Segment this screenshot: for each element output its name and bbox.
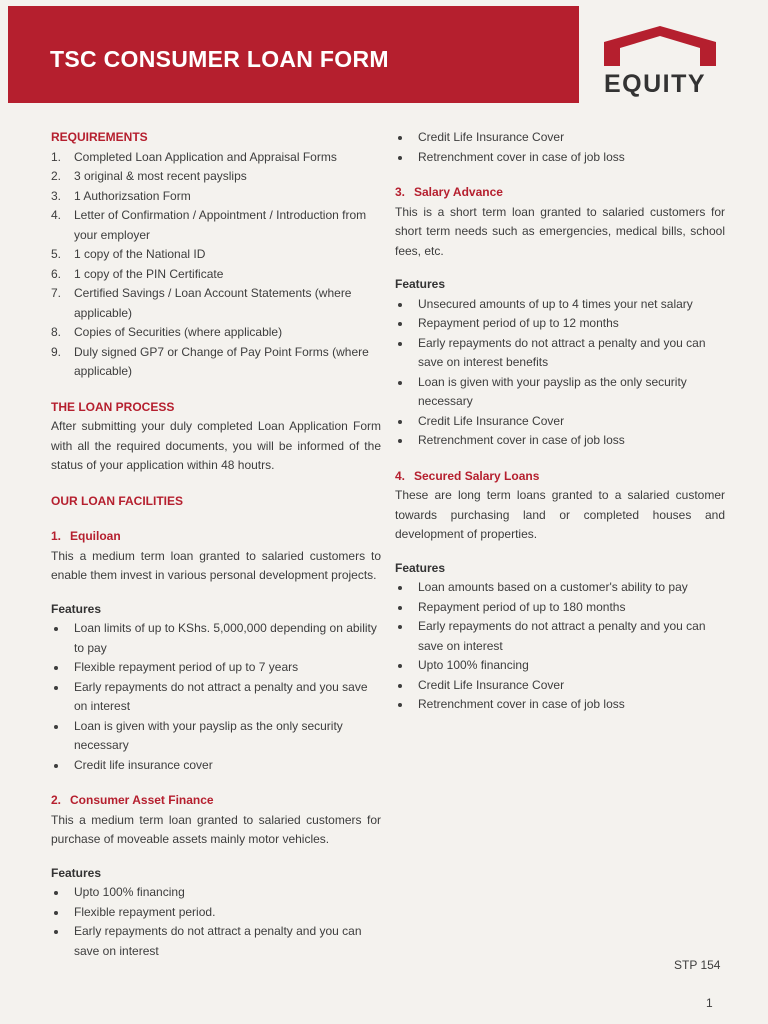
feature-text: Loan limits of up to KShs. 5,000,000 depending on ability to pay (74, 621, 377, 655)
section-name: Consumer Asset Finance (70, 793, 214, 807)
bullet-icon (54, 930, 58, 934)
bullet-icon (54, 666, 58, 670)
bullet-icon (398, 625, 402, 629)
salary-advance-description: This is a short term loan granted to salaried customers for short term needs such as emergencies, medical bills, school fees, etc. (395, 204, 725, 258)
feature-text: Early repayments do not attract a penalty and you can save on interest (74, 924, 362, 958)
feature-text: Credit life insurance cover (74, 757, 213, 772)
list-item (51, 922, 381, 961)
feature-text: Repayment period of up to 12 months (418, 316, 619, 330)
section-number: 2. (51, 793, 62, 807)
header-banner (8, 6, 579, 103)
list-item (51, 187, 381, 207)
item-number: 8. (51, 325, 62, 339)
list-item (395, 431, 725, 451)
list-item (51, 323, 381, 343)
list-item (51, 343, 381, 382)
asset-finance-description: This a medium term loan granted to salaried customers for purchase of moveable assets mainly motor vehicles. (51, 812, 381, 846)
list-item (395, 695, 725, 715)
feature-text: Loan amounts based on a customer's ability to pay (418, 580, 688, 594)
feature-text: Loan is given with your payslip as the only security necessary (74, 718, 343, 752)
bullet-icon (398, 136, 402, 140)
bullet-icon (54, 725, 58, 729)
feature-text: Early repayments do not attract a penalty and you save on interest (74, 679, 368, 713)
bullet-icon (398, 420, 402, 424)
form-code: STP 154 (674, 958, 721, 972)
bullet-icon (398, 156, 402, 160)
bullet-icon (398, 606, 402, 610)
section-name: Salary Advance (414, 185, 503, 199)
feature-text: Retrenchment cover in case of job loss (418, 149, 625, 164)
equiloan-description: This a medium term loan granted to salaried customers to enable them invest in various personal development projects. (51, 548, 381, 582)
bullet-icon (398, 303, 402, 307)
list-item (51, 206, 381, 245)
feature-text: Credit Life Insurance Cover (418, 413, 565, 428)
list-item (51, 265, 381, 285)
feature-text: Unsecured amounts of up to 4 times your net salary (418, 296, 693, 311)
item-text: 1 Authorizsation Form (74, 188, 191, 203)
bullet-icon (54, 891, 58, 895)
list-item (395, 656, 725, 676)
section-name: Secured Salary Loans (414, 468, 540, 483)
item-text: 1 copy of the PIN Certificate (74, 266, 224, 281)
bullet-icon (398, 439, 402, 443)
feature-text: Flexible repayment period. (74, 904, 216, 919)
list-item (395, 578, 725, 598)
logo-text: EQUITY (604, 70, 707, 98)
requirements-heading: REQUIREMENTS (51, 130, 148, 144)
asset-finance-features-continued (395, 128, 725, 167)
item-text: 1 copy of the National ID (74, 247, 206, 261)
item-text: Certified Savings / Loan Account Statements (where applicable) (74, 286, 352, 320)
right-column (395, 128, 725, 715)
list-item (395, 314, 725, 334)
item-number: 7. (51, 286, 62, 300)
features-label: Features (51, 601, 102, 616)
list-item (51, 883, 381, 903)
item-number: 2. (51, 169, 62, 183)
item-text: Letter of Confirmation / Appointment / Introduction from your employer (74, 208, 367, 242)
list-item (395, 373, 725, 412)
list-item (395, 334, 725, 373)
list-item (51, 678, 381, 717)
equity-logo (600, 26, 720, 100)
left-column (51, 128, 381, 961)
requirements-list (51, 148, 381, 382)
list-item (395, 412, 725, 432)
list-item (51, 903, 381, 923)
loan-facilities-heading: OUR LOAN FACILITIES (51, 493, 183, 508)
bullet-icon (54, 911, 58, 915)
feature-text: Loan is given with your payslip as the only security necessary (418, 374, 687, 408)
bullet-icon (398, 586, 402, 590)
feature-text: Early repayments do not attract a penalty and you can save on interest benefits (418, 335, 706, 369)
asset-finance-features (51, 883, 381, 961)
list-item (51, 756, 381, 776)
loan-process-heading: THE LOAN PROCESS (51, 399, 175, 414)
list-item (51, 619, 381, 658)
features-label: Features (395, 277, 446, 291)
list-item (51, 148, 381, 168)
section-name: Equiloan (70, 529, 121, 543)
bullet-icon (398, 381, 402, 385)
equiloan-heading (51, 527, 381, 547)
asset-finance-heading (51, 791, 381, 811)
salary-advance-features (395, 295, 725, 451)
secured-salary-description: These are long term loans granted to a salaried customer towards purchasing land or completed houses and development of properties. (395, 488, 725, 541)
feature-text: Upto 100% financing (74, 885, 185, 899)
list-item (395, 128, 725, 148)
item-text: 3 original & most recent payslips (74, 169, 247, 183)
bullet-icon (398, 664, 402, 668)
list-item (395, 617, 725, 656)
list-item (51, 284, 381, 323)
item-text: Completed Loan Application and Appraisal Forms (74, 149, 337, 164)
feature-text: Retrenchment cover in case of job loss (418, 697, 625, 711)
item-number: 4. (51, 208, 62, 222)
roof-shape-icon (604, 26, 716, 68)
page-number: 1 (706, 996, 713, 1010)
list-item (51, 245, 381, 265)
feature-text: Retrenchment cover in case of job loss (418, 433, 625, 447)
list-item (51, 167, 381, 187)
secured-salary-heading (395, 467, 725, 487)
item-text: Copies of Securities (where applicable) (74, 325, 283, 339)
section-number: 4. (395, 468, 406, 483)
bullet-icon (398, 703, 402, 707)
section-number: 3. (395, 185, 406, 199)
bullet-icon (54, 764, 58, 768)
list-item (51, 717, 381, 756)
feature-text: Credit Life Insurance Cover (418, 677, 565, 692)
list-item (395, 598, 725, 618)
item-number: 5. (51, 247, 62, 261)
list-item (395, 676, 725, 696)
feature-text: Flexible repayment period of up to 7 years (74, 660, 299, 674)
equiloan-features (51, 619, 381, 775)
bullet-icon (398, 342, 402, 346)
secured-salary-features (395, 578, 725, 715)
loan-process-text: After submitting your duly completed Loan Application Form with all the required documents, you will be informed of the status of your application within 48 houtrs. (51, 419, 381, 472)
item-number: 6. (51, 266, 62, 281)
item-number: 9. (51, 344, 62, 359)
feature-text: Early repayments do not attract a penalty and you can save on interest (418, 619, 706, 653)
list-item (51, 658, 381, 678)
features-label: Features (395, 560, 446, 575)
feature-text: Repayment period of up to 180 months (418, 599, 626, 614)
feature-text: Upto 100% financing (418, 658, 529, 672)
bullet-icon (398, 322, 402, 326)
feature-text: Credit Life Insurance Cover (418, 130, 565, 144)
form-title: TSC CONSUMER LOAN FORM (50, 46, 389, 72)
bullet-icon (54, 686, 58, 690)
bullet-icon (54, 627, 58, 631)
item-number: 1. (51, 149, 62, 164)
item-number: 3. (51, 188, 62, 203)
salary-advance-heading (395, 183, 725, 203)
list-item (395, 148, 725, 168)
bullet-icon (398, 684, 402, 688)
section-number: 1. (51, 529, 62, 543)
list-item (395, 295, 725, 315)
item-text: Duly signed GP7 or Change of Pay Point Forms (where applicable) (74, 344, 369, 378)
features-label: Features (51, 865, 102, 880)
